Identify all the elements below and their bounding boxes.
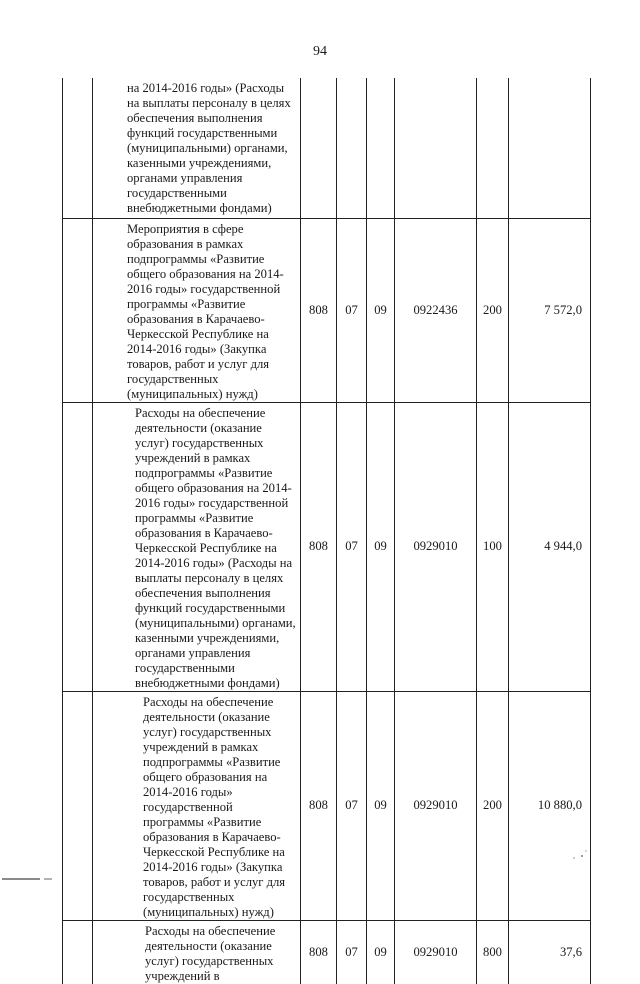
table-row: [63, 920, 591, 984]
description-cell: на 2014-2016 годы» (Расходы на выплаты персоналу в целях обеспечения выполнения функций государственными (муниципальными) органами, казенными учреждениями, органами управления государственными внебюджетными фондами): [93, 78, 301, 218]
table-row: [63, 78, 591, 218]
amount-cell: [509, 78, 591, 218]
section-code-cell: 07: [337, 402, 367, 691]
amount-cell: 7 572,0: [509, 218, 591, 402]
ministry-code-cell: [301, 78, 337, 218]
section-code-cell: 07: [337, 691, 367, 920]
expense-type-cell: 200: [477, 218, 509, 402]
table-row: [63, 402, 591, 691]
subsection-code-cell: [367, 78, 395, 218]
ministry-code-cell: 808: [301, 402, 337, 691]
table-row: [63, 691, 591, 920]
description-cell: Расходы на обеспечение деятельности (оказание услуг) государственных учреждений в рамках подпрограммы «Развитие общего образования на 2014-2016 годы» государственной программы «Развитие образования в Карачаево-Черкесской Республике на 2014-2016 годы» (Закупка товаров, работ и услуг для государственных (муниципальных) нужд): [93, 691, 301, 920]
description-cell: Расходы на обеспечение деятельности (оказание услуг) государственных учреждений в рамках подпрограммы «Развитие общего образования на 2014-2016 годы» государственной программы «Развитие образования в Карачаево-Черкесской Республике на 2014-2016 годы» (Расходы на выплаты персоналу в целях обеспечения выполнения функций государственными (муниципальными) органами, казенными учреждениями, органами управления государственными внебюджетными фондами): [93, 402, 301, 691]
section-code-cell: 07: [337, 218, 367, 402]
subsection-code-cell: 09: [367, 920, 395, 984]
target-article-cell: 0929010: [395, 920, 477, 984]
expense-type-cell: 800: [477, 920, 509, 984]
budget-table: [62, 78, 591, 984]
target-article-cell: 0929010: [395, 402, 477, 691]
page-number: 94: [313, 44, 327, 59]
amount-cell: 4 944,0: [509, 402, 591, 691]
section-code-cell: 07: [337, 920, 367, 984]
target-article-cell: 0922436: [395, 218, 477, 402]
subsection-code-cell: 09: [367, 691, 395, 920]
ministry-code-cell: 808: [301, 218, 337, 402]
blank-cell: [63, 218, 93, 402]
amount-cell: 37,6: [509, 920, 591, 984]
ministry-code-cell: 808: [301, 920, 337, 984]
blank-cell: [63, 402, 93, 691]
table-row: [63, 218, 591, 402]
blank-cell: [63, 78, 93, 218]
description-cell: Мероприятия в сфере образования в рамках подпрограммы «Развитие общего образования на 2014-2016 годы» государственной программы «Развитие образования в Карачаево-Черкесской Республике на 2014-2016 годы» (Закупка товаров, работ и услуг для государственных (муниципальных) нужд): [93, 218, 301, 402]
ministry-code-cell: 808: [301, 691, 337, 920]
subsection-code-cell: 09: [367, 402, 395, 691]
blank-cell: [63, 691, 93, 920]
subsection-code-cell: 09: [367, 218, 395, 402]
amount-cell: 10 880,0: [509, 691, 591, 920]
expense-type-cell: [477, 78, 509, 218]
blank-cell: [63, 920, 93, 984]
target-article-cell: 0929010: [395, 691, 477, 920]
description-cell: Расходы на обеспечение деятельности (оказание услуг) государственных учреждений в: [93, 920, 301, 984]
target-article-cell: [395, 78, 477, 218]
expense-type-cell: 100: [477, 402, 509, 691]
section-code-cell: [337, 78, 367, 218]
expense-type-cell: 200: [477, 691, 509, 920]
